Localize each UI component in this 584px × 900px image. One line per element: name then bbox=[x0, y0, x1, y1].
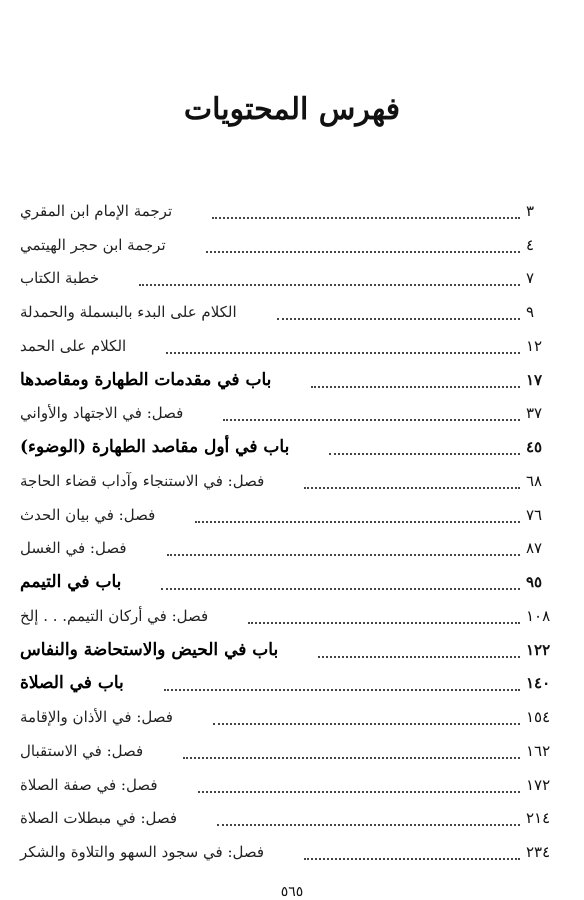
toc-entry-title: فصل: في مبطلات الصلاة bbox=[20, 809, 178, 828]
table-of-contents bbox=[20, 193, 564, 868]
toc-entry-title: خطبة الكتاب bbox=[20, 269, 100, 288]
toc-entry bbox=[20, 396, 564, 430]
dot-leader bbox=[139, 284, 520, 286]
toc-entry-page: ٩ bbox=[526, 303, 535, 321]
toc-entry-page: ٧ bbox=[526, 269, 535, 288]
toc-entry-page: ٣٧ bbox=[526, 404, 543, 423]
toc-entry bbox=[20, 666, 564, 700]
dot-leader bbox=[329, 453, 520, 455]
toc-entry bbox=[20, 463, 564, 497]
dot-leader bbox=[183, 757, 520, 759]
toc-entry-page: ١٧ bbox=[526, 370, 543, 389]
toc-entry bbox=[20, 801, 564, 835]
dot-leader bbox=[304, 858, 520, 860]
dot-leader bbox=[212, 217, 520, 219]
toc-entry-title: فصل: في الاستنجاء وآداب قضاء الحاجة bbox=[20, 471, 265, 490]
toc-entry-title: باب في أول مقاصد الطهارة (الوضوء) bbox=[20, 437, 290, 457]
toc-entry-page: ٨٧ bbox=[526, 539, 543, 558]
toc-entry-page: ٧٦ bbox=[526, 505, 543, 524]
toc-entry bbox=[20, 328, 564, 362]
dot-leader bbox=[248, 622, 520, 624]
toc-entry-title: فصل: في الاستقبال bbox=[20, 741, 144, 760]
toc-entry bbox=[20, 767, 564, 801]
dot-leader bbox=[311, 386, 520, 388]
toc-entry-page: ٤ bbox=[526, 235, 535, 254]
page-title: فهرس المحتويات bbox=[183, 92, 401, 127]
toc-entry bbox=[20, 294, 564, 328]
toc-entry-page: ١٤٠ bbox=[526, 674, 551, 693]
dot-leader bbox=[217, 824, 520, 826]
dot-leader bbox=[164, 689, 520, 691]
toc-entry bbox=[20, 261, 564, 295]
toc-entry bbox=[20, 632, 564, 666]
toc-entry-title: فصل: في أركان التيمم. . . إلخ bbox=[20, 606, 209, 625]
toc-entry-title: فصل: في الأذان والإقامة bbox=[20, 708, 173, 726]
dot-leader bbox=[195, 521, 520, 523]
dot-leader bbox=[206, 251, 520, 253]
dot-leader bbox=[198, 791, 521, 793]
toc-entry-page: ٣ bbox=[526, 201, 535, 220]
toc-entry-page: ١٢٢ bbox=[526, 640, 551, 659]
toc-entry-title: فصل: في صفة الصلاة bbox=[20, 775, 158, 794]
toc-entry-title: الكلام على الحمد bbox=[20, 336, 127, 355]
toc-entry-page: ١٥٤ bbox=[526, 708, 551, 726]
toc-entry bbox=[20, 564, 564, 598]
page-number: ٥٦٥ bbox=[280, 884, 304, 900]
dot-leader bbox=[223, 419, 520, 421]
toc-entry-title: باب في مقدمات الطهارة ومقاصدها bbox=[20, 369, 272, 390]
toc-entry-title: ترجمة ابن حجر الهيتمي bbox=[20, 235, 166, 254]
toc-entry-page: ٤٥ bbox=[526, 438, 543, 456]
toc-entry-page: ٢٣٤ bbox=[526, 843, 551, 861]
toc-entry-title: فصل: في بيان الحدث bbox=[20, 505, 156, 524]
toc-entry-page: ١٠٨ bbox=[526, 606, 551, 625]
toc-entry bbox=[20, 362, 564, 396]
toc-entry-title: باب في التيمم bbox=[20, 572, 122, 592]
toc-entry bbox=[20, 193, 564, 227]
dot-leader bbox=[161, 588, 520, 590]
dot-leader bbox=[277, 318, 520, 320]
toc-entry-page: ١٧٢ bbox=[526, 775, 551, 794]
toc-entry-page: ٢١٤ bbox=[526, 809, 551, 828]
dot-leader bbox=[166, 352, 520, 354]
toc-entry bbox=[20, 699, 564, 733]
toc-entry-title: فصل: في الاجتهاد والأواني bbox=[20, 404, 184, 423]
toc-entry-page: ١٦٢ bbox=[526, 741, 551, 760]
toc-entry bbox=[20, 531, 564, 565]
toc-entry-title: فصل: في الغسل bbox=[20, 539, 127, 558]
toc-entry-title: الكلام على البدء بالبسملة والحمدلة bbox=[20, 303, 237, 321]
dot-leader bbox=[167, 554, 520, 556]
toc-entry bbox=[20, 497, 564, 531]
toc-entry-title: ترجمة الإمام ابن المقري bbox=[20, 201, 173, 220]
toc-entry-title: باب في الصلاة bbox=[20, 673, 124, 694]
dot-leader bbox=[213, 723, 520, 725]
toc-entry-title: فصل: في سجود السهو والتلاوة والشكر bbox=[20, 843, 265, 861]
toc-entry bbox=[20, 733, 564, 767]
toc-entry-page: ٩٥ bbox=[526, 573, 543, 591]
toc-entry bbox=[20, 227, 564, 261]
toc-entry-page: ١٢ bbox=[526, 336, 543, 355]
dot-leader bbox=[304, 487, 520, 489]
toc-entry-page: ٦٨ bbox=[526, 471, 543, 490]
toc-entry-title: باب في الحيض والاستحاضة والنفاس bbox=[20, 639, 279, 660]
dot-leader bbox=[318, 656, 520, 658]
toc-entry bbox=[20, 429, 564, 463]
toc-entry bbox=[20, 834, 564, 868]
toc-entry bbox=[20, 598, 564, 632]
